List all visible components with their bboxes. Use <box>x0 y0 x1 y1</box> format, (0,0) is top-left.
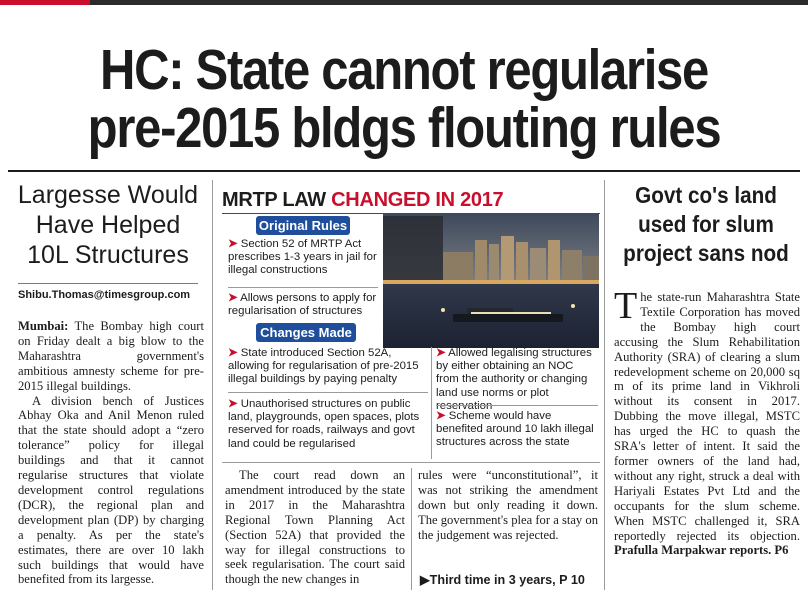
skyline-illustration <box>383 214 599 348</box>
bullet-arrow-icon: ➤ <box>436 410 446 422</box>
bullet-arrow-icon: ➤ <box>436 347 446 359</box>
box-title-black: MRTP LAW <box>222 189 326 211</box>
original-rule-item-2: ➤ Allows persons to apply for regularisation of structures <box>228 292 377 318</box>
box-column-divider <box>431 347 432 459</box>
right-subhead-line: Govt co's land <box>635 182 777 208</box>
bullet-separator <box>228 287 378 288</box>
box-bottom-rule <box>222 462 600 463</box>
city-skyline-photo <box>383 214 599 348</box>
headline-line-2: pre-2015 bldgs flouting rules <box>87 96 721 160</box>
right-subhead-line: used for slum <box>638 211 774 237</box>
column-divider-right <box>604 180 605 590</box>
continuation-col-1: The court read down an amendment introduced by the state in 2017 in the Maharashtra Regional Town Planning Act (Section 52A) that provided the way for illegal constructions to seek regularisation. The court said though the new changes in <box>225 468 405 587</box>
dateline-kicker: Mumbai: <box>18 319 69 333</box>
change-item-3: ➤ Allowed legalising structures by either obtaining an NOC from the authority or changing land use norms or plot <box>436 347 592 399</box>
top-band <box>0 0 808 5</box>
left-story-para-2: A division bench of Justices Abhay Oka and Anil Menon ruled that the state should adopt a “zero tolerance” policy for illegal buildings and that it cannot regularise structures that violate development control regulations (DCR), the regional plan and development plan (DP) by charging a penalty. As per the state's estimates, there are over 10 lakh such buildings that would have benefited from its largesse. <box>18 393 204 587</box>
column-divider-left <box>212 180 213 590</box>
jump-link[interactable]: ▶Third time in 3 years, P 10 <box>420 573 585 587</box>
changes-made-label: Changes Made <box>256 323 356 342</box>
right-subhead-line: project sans nod <box>623 240 789 266</box>
box-title <box>222 189 503 211</box>
left-subhead-rule <box>18 283 198 284</box>
right-story-credit: Prafulla Marpakwar reports. P6 <box>614 543 789 558</box>
left-story-para-1: Mumbai: The Bombay high court on Friday dealt a big blow to the Maharashtra government's ambitious amnesty scheme for pre-2015 illegal buildings. <box>18 319 204 393</box>
left-subhead-line: 10L Structures <box>27 241 189 269</box>
original-rules-label: Original Rules <box>256 216 350 235</box>
continuation-col-2: rules were “unconstitutional”, it was not striking the amendment down but only reading it down. The government's plea for a stay on the judgement was rejected. <box>418 468 598 542</box>
drop-cap: T <box>614 285 638 327</box>
bullet-arrow-icon: ➤ <box>228 292 238 304</box>
bullet-arrow-icon: ➤ <box>228 347 238 359</box>
left-subhead <box>8 180 208 270</box>
bullet-separator <box>436 405 598 406</box>
right-story-body: The state-run Maharashtra State Textile Corporation has moved the Bombay high court accusing the Slum Rehabilitation Authority (SRA) of clearing a slum redevelopment scheme on 20,000 sq m of its prime land in Vikhroli without its consent in 2017. Dubbing the move illegal, MSTC has urged the HC to quash the SRA's letter of intent. It said the former owners of the land had, without any right, struck a deal with Hariyali Estates Pvt Ltd and the occupants for the slum scheme. When MSTC challenged it, SRA reportedly rejected its objection. Prafulla Marpakwar reports. P6 <box>614 285 800 558</box>
column-divider-mid <box>411 468 412 590</box>
left-subhead-line: Have Helped <box>35 211 181 239</box>
left-story-body <box>18 319 204 587</box>
bullet-arrow-icon: ➤ <box>228 398 238 410</box>
headline-rule <box>8 170 800 172</box>
original-rule-item-1: ➤ Section 52 of MRTP Act prescribes 1-3 years in jail for illegal constructions <box>228 238 377 277</box>
byline-email[interactable]: Shibu.Thomas@timesgroup.com <box>18 289 191 301</box>
top-band-accent <box>0 0 90 5</box>
bullet-arrow-icon: ➤ <box>228 238 238 250</box>
box-title-red: CHANGED IN 2017 <box>331 189 504 211</box>
left-subhead-line: Largesse Would <box>17 181 199 209</box>
change-item-4: ➤ Scheme would have benefited around 10 lakh illegal structures across the state <box>436 410 594 449</box>
change-item-2: ➤ Unauthorised structures on public land, playgrounds, open spaces, plots reserved for roads, railways and govt land could be regularised <box>228 398 420 450</box>
bullet-separator <box>228 392 428 393</box>
headline-line-1: HC: State cannot regularise <box>99 38 709 102</box>
change-item-1: ➤ State introduced Section 52A, allowing for regularisation of pre-2015 illegal buildings by paying penalty <box>228 347 419 386</box>
right-subhead <box>614 181 798 268</box>
